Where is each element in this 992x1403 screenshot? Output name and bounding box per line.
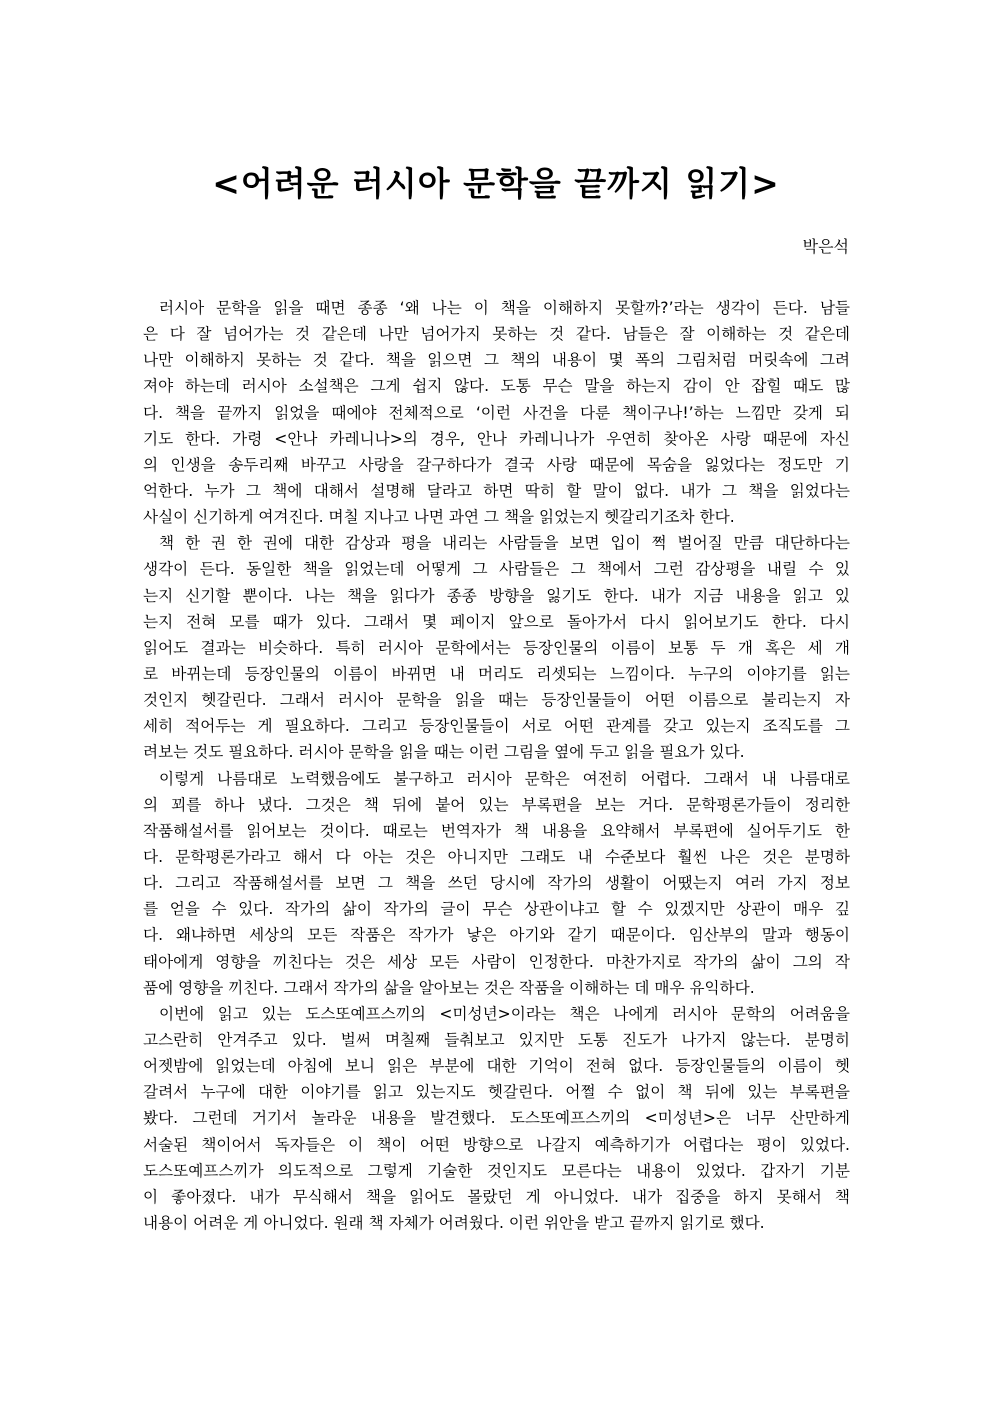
text-line: 이번에 읽고 있는 도스또예프스끼의 <미성년>이라는 책은 나에게 러시아 문학의 어려움을 bbox=[159, 1004, 850, 1023]
text-line: 는지 신기할 뿐이다. 나는 책을 읽다가 종종 방향을 잃기도 한다. 내가 지금 내용을 읽고 있 bbox=[143, 586, 850, 605]
text-line: 도스또예프스끼가 의도적으로 그렇게 기술한 것인지도 모른다는 내용이 있었다. 갑자기 기분 bbox=[143, 1161, 850, 1180]
text-line: 세히 적어두는 게 필요하다. 그리고 등장인물들이 서로 어떤 관계를 갖고 있는지 조직도를 그 bbox=[143, 717, 850, 736]
text-line: 어젯밤에 읽었는데 아침에 보니 읽은 부분에 대한 기억이 전혀 없다. 등장인물들의 이름이 헷 bbox=[143, 1057, 850, 1076]
text-line: 고스란히 안겨주고 있다. 벌써 며칠째 들춰보고 있지만 도통 진도가 나가지 않는다. 분명히 bbox=[143, 1030, 850, 1049]
text-line: 기도 한다. 가령 <안나 카레니나>의 경우, 안나 카레니나가 우연히 찾아온 사랑 때문에 자신 bbox=[143, 429, 850, 448]
text-line: 책 한 권 한 권에 대한 감상과 평을 내리는 사람들을 보면 입이 쩍 벌어질 만큼 대단하다는 bbox=[159, 534, 850, 553]
paragraph bbox=[143, 295, 850, 530]
text-line: 로 바뀌는데 등장인물의 이름이 바뀌면 내 머리도 리셋되는 느낌이다. 누구의 이야기를 읽는 bbox=[143, 664, 850, 683]
text-line: 이 좋아졌다. 내가 무식해서 책을 읽어도 몰랐던 게 아니었다. 내가 집중을 하지 못해서 책 bbox=[143, 1187, 850, 1206]
text-line: 다. 그리고 작품해설서를 보면 그 책을 쓰던 당시에 작가의 생활이 어땠는지 여러 가지 정보 bbox=[143, 874, 850, 893]
text-line: 러시아 문학을 읽을 때면 종종 ‘왜 나는 이 책을 이해하지 못할까?’라는 생각이 든다. 남들 bbox=[159, 299, 850, 317]
text-line: 이렇게 나름대로 노력했음에도 불구하고 러시아 문학은 여전히 어렵다. 그래서 내 나름대로 bbox=[159, 769, 850, 788]
text-line: 읽어도 결과는 비슷하다. 특히 러시아 문학에서는 등장인물의 이름이 보통 두 개 혹은 세 개 bbox=[143, 638, 850, 657]
paragraph bbox=[143, 1001, 850, 1236]
document-body bbox=[143, 295, 850, 1236]
author-name: 박은석 bbox=[802, 237, 849, 256]
text-line: 생각이 든다. 동일한 책을 읽었는데 어떻게 그 사람들은 그 책에서 그런 감상평을 내릴 수 있 bbox=[143, 560, 850, 579]
text-line: 는지 전혀 모를 때가 있다. 그래서 몇 페이지 앞으로 돌아가서 다시 읽어보기도 한다. 다시 bbox=[143, 612, 850, 631]
text-line: 사실이 신기하게 여겨진다. 며칠 지나고 나면 과연 그 책을 읽었는지 헷갈리기조차 한다. bbox=[143, 508, 735, 527]
text-line: 작품해설서를 읽어보는 것이다. 때로는 번역자가 책 내용을 요약해서 부록편에 실어두기도 한 bbox=[143, 821, 850, 840]
text-line: 다. 문학평론가라고 해서 다 아는 것은 아니지만 그래도 내 수준보다 훨씬 나은 것은 분명하 bbox=[143, 847, 850, 866]
text-line: 의 꾀를 하나 냈다. 그것은 책 뒤에 붙어 있는 부록편을 보는 거다. 문학평론가들이 정리한 bbox=[143, 795, 850, 814]
text-line: 다. 책을 끝까지 읽었을 때에야 전체적으로 ‘이런 사건을 다룬 책이구나!’하는 느낌만 갖게 되 bbox=[143, 403, 850, 422]
text-line: 봤다. 그런데 거기서 놀라운 내용을 발견했다. 도스또예프스끼의 <미성년>은 너무 산만하게 bbox=[143, 1109, 850, 1128]
paragraph bbox=[143, 530, 850, 765]
text-line: 의 인생을 송두리째 바꾸고 사랑을 갈구하다가 결국 사랑 때문에 목숨을 잃었다는 정도만 기 bbox=[143, 455, 850, 474]
text-line: 것인지 헷갈린다. 그래서 러시아 문학을 읽을 때는 등장인물들이 어떤 이름으로 불리는지 자 bbox=[143, 691, 850, 710]
document-title: <어려운 러시아 문학을 끝까지 읽기> bbox=[212, 164, 780, 203]
text-line: 다. 왜냐하면 세상의 모든 작품은 작가가 낳은 아기와 같기 때문이다. 임산부의 말과 행동이 bbox=[143, 926, 850, 945]
text-line: 져야 하는데 러시아 소설책은 그게 쉽지 않다. 도통 무슨 말을 하는지 감이 안 잡힐 때도 많 bbox=[143, 377, 850, 396]
text-line: 억한다. 누가 그 책에 대해서 설명해 달라고 하면 딱히 할 말이 없다. 내가 그 책을 읽었다는 bbox=[143, 481, 850, 500]
paragraph bbox=[143, 766, 850, 1001]
text-line: 은 다 잘 넘어가는 것 같은데 나만 넘어가지 못하는 것 같다. 남들은 잘 이해하는 것 같은데 bbox=[143, 325, 850, 344]
text-line: 갈려서 누구에 대한 이야기를 읽고 있는지도 헷갈린다. 어쩔 수 없이 책 뒤에 있는 부록편을 bbox=[143, 1083, 850, 1102]
text-line: 나만 이해하지 못하는 것 같다. 책을 읽으면 그 책의 내용이 몇 폭의 그림처럼 머릿속에 그려 bbox=[143, 351, 850, 370]
text-line: 품에 영향을 끼친다. 그래서 작가의 삶을 알아보는 것은 작품을 이해하는 데 매우 유익하다. bbox=[143, 978, 755, 997]
text-line: 내용이 어려운 게 아니었다. 원래 책 자체가 어려웠다. 이런 위안을 받고 끝까지 읽기로 했다. bbox=[143, 1213, 765, 1232]
text-line: 서술된 책이어서 독자들은 이 책이 어떤 방향으로 나갈지 예측하기가 어렵다는 평이 있었다. bbox=[143, 1135, 850, 1154]
text-line: 태아에게 영향을 끼친다는 것은 세상 모든 사람이 인정한다. 마찬가지로 작가의 삶이 그의 작 bbox=[143, 952, 850, 971]
text-line: 를 얻을 수 있다. 작가의 삶이 작가의 글이 무슨 상관이냐고 할 수 있겠지만 상관이 매우 깊 bbox=[143, 900, 850, 919]
text-line: 려보는 것도 필요하다. 러시아 문학을 읽을 때는 이런 그림을 옆에 두고 읽을 필요가 있다. bbox=[143, 743, 745, 762]
